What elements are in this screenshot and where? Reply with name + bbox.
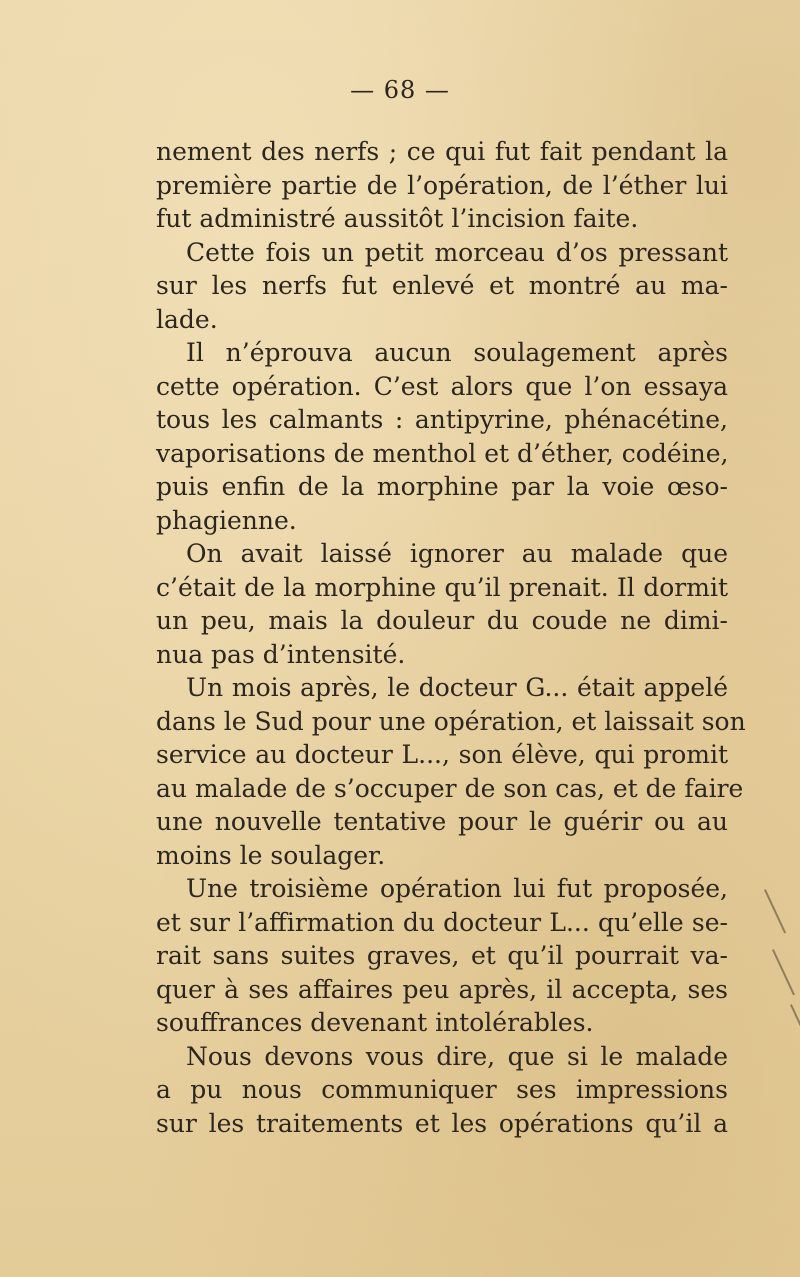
text-line: a pu nous communiquer ses impressions [156,1075,728,1104]
text-line: service au docteur L..., son élève, qui promit [156,740,728,769]
text-line: sur les traitements et les opérations qu’il a [156,1108,728,1138]
text-line: Il n’éprouva aucun soulagement après [186,338,728,367]
text-line: Nous devons vous dire, que si le malade [186,1041,728,1071]
text-line: première partie de l’opération, de l’éther lui [156,170,728,200]
text-line: sur les nerfs fut enlevé et montré au ma- [156,271,728,300]
edge-mark [764,889,786,933]
text-line: nement des nerfs ; ce qui fut fait pendant la [156,137,728,166]
text-line: un peu, mais la douleur du coude ne dimi- [156,606,728,635]
text-line: Une troisième opération lui fut proposée, [186,874,728,903]
text-line: quer à ses affaires peu après, il accepta, ses [156,974,728,1004]
text-line: dans le Sud pour une opération, et laissait son [156,706,746,736]
text-line: au malade de s’occuper de son cas, et de faire [156,773,744,803]
text-line: c’était de la morphine qu’il prenait. Il dormit [156,572,728,602]
text-line: puis enfin de la morphine par la voie œso- [156,472,728,501]
text-line: et sur l’affirmation du docteur L... qu’elle se- [156,907,728,937]
text-line: fut administré aussitôt l’incision faite. [156,204,639,233]
body-text [156,135,746,1140]
text-line: lade. [156,304,218,334]
text-line: tous les calmants : antipyrine, phénacétine, [156,405,728,434]
edge-mark [772,949,795,995]
text-line: rait sans suites graves, et qu’il pourrait va- [156,941,728,970]
text-line: souffrances devenant intolérables. [156,1008,594,1037]
text-line: moins le soulager. [156,840,386,870]
text-line: On avait laissé ignorer au malade que [186,539,728,568]
page-number: — 68 — [350,76,450,104]
edge-mark [790,1004,800,1027]
text-line: Un mois après, le docteur G... était appelé [186,673,728,702]
text-line: cette opération. C’est alors que l’on essaya [156,371,728,401]
text-line: une nouvelle tentative pour le guérir ou au [156,807,728,836]
text-line: Cette fois un petit morceau d’os pressant [186,237,728,267]
text-line: vaporisations de menthol et d’éther, codéine, [156,438,729,468]
text-line: phagienne. [156,505,297,535]
text-line: nua pas d’intensité. [156,639,406,669]
